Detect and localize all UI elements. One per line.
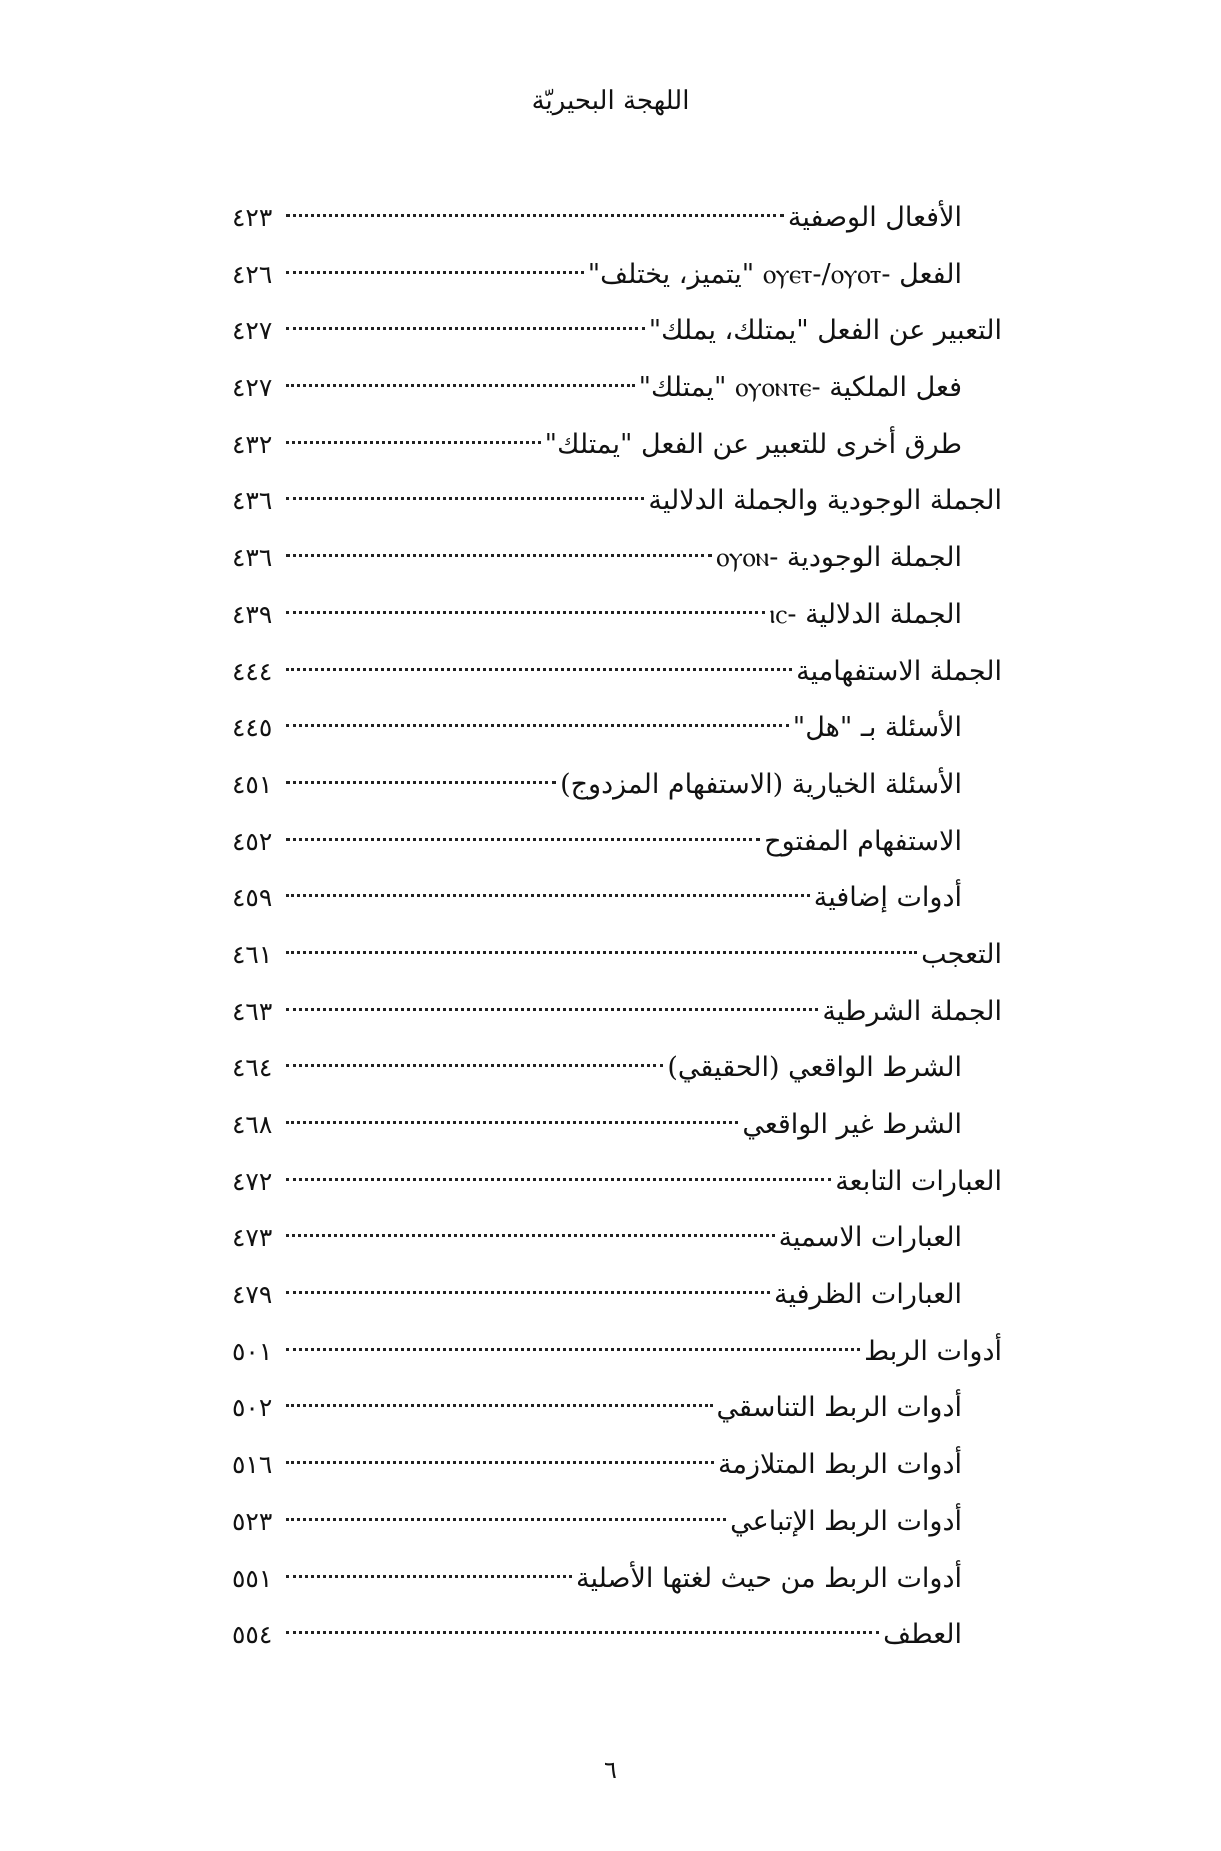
running-header: اللهجة البحيريّة [531,86,690,116]
toc-entry-page: ٥٠١ [232,1336,273,1366]
table-of-contents [232,190,1002,1664]
toc-entry [232,1607,1002,1664]
toc-entry-page: ٤٣٦ [232,486,273,516]
dot-leader [286,668,792,671]
toc-entry [232,360,1002,417]
dot-leader [286,1291,770,1294]
toc-entry-title: العبارات التابعة [835,1165,1002,1197]
toc-entry [232,247,1002,304]
toc-entry-page: ٥٢٣ [232,1506,273,1536]
toc-entry-page: ٤٢٦ [232,259,273,289]
toc-entry [232,1551,1002,1608]
toc-entry-title: العطف [883,1619,962,1651]
toc-entry-title: أدوات الربط المتلازمة [718,1449,962,1481]
toc-entry-page: ٤٦١ [232,939,273,969]
toc-entry [232,473,1002,530]
toc-entry-title: طرق أخرى للتعبير عن الفعل "يمتلك" [544,428,962,460]
toc-entry-title: العبارات الظرفية [774,1279,962,1311]
dot-leader [286,1064,663,1067]
dot-leader [286,724,789,727]
dot-leader [286,1575,572,1578]
toc-entry [232,644,1002,701]
toc-entry [232,927,1002,984]
toc-entry [232,870,1002,927]
dot-leader [286,1234,775,1237]
toc-entry-title: الجملة الوجودية -ⲟⲩⲟⲛ [715,542,962,574]
toc-entry-title: الجملة الدلالية -ⲓⲥ [769,598,962,630]
toc-entry-page: ٤٧٩ [232,1280,273,1310]
toc-entry-page: ٤٣٩ [232,599,273,629]
toc-entry-page: ٤٥١ [232,769,273,799]
toc-entry-page: ٤٧٣ [232,1223,273,1253]
dot-leader [286,781,556,784]
dot-leader [286,384,635,387]
toc-entry [232,190,1002,247]
dot-leader [286,611,765,614]
toc-entry [232,1097,1002,1154]
dot-leader [286,894,810,897]
toc-entry-title: فعل الملكية -ⲟⲩⲟⲛⲧⲉ "يمتلك" [638,372,962,404]
toc-entry [232,587,1002,644]
toc-entry [232,984,1002,1041]
toc-entry [232,417,1002,474]
dot-leader [286,497,644,500]
toc-entry-page: ٤٣٦ [232,543,273,573]
dot-leader [286,1121,738,1124]
toc-entry-title: الشرط الواقعي (الحقيقي) [667,1052,962,1084]
toc-entry [232,530,1002,587]
toc-entry [232,757,1002,814]
toc-entry-page: ٤٢٣ [232,203,273,232]
toc-entry-title: الجملة الاستفهامية [796,655,1002,687]
toc-entry-page: ٥٥٤ [232,1620,273,1650]
toc-entry-page: ٤٥٢ [232,826,273,856]
dot-leader [286,1404,713,1407]
page-number: ٦ [604,1756,617,1784]
toc-entry-page: ٤٦٨ [232,1110,273,1139]
toc-entry-page: ٥٥١ [232,1563,273,1593]
dot-leader [286,1178,831,1181]
dot-leader [286,214,784,217]
toc-entry-title: الاستفهام المفتوح [764,825,962,857]
toc-entry-title: الأسئلة بـ "هل" [792,712,962,744]
toc-entry-page: ٤٤٥ [232,713,273,743]
toc-entry-page: ٥١٦ [232,1450,273,1480]
dot-leader [286,1008,818,1011]
toc-entry-title: الأفعال الوصفية [787,202,962,233]
toc-entry-page: ٤٤٤ [232,656,273,686]
toc-entry [232,1267,1002,1324]
dot-leader [286,441,541,444]
dot-leader [286,1348,860,1351]
dot-leader [286,1518,726,1521]
toc-entry [232,1154,1002,1211]
toc-entry-page: ٤٧٢ [232,1166,273,1196]
toc-entry [232,700,1002,757]
toc-entry-page: ٤٥٩ [232,883,273,913]
toc-entry [232,1210,1002,1267]
toc-entry [232,1494,1002,1551]
dot-leader [286,1461,714,1464]
toc-entry [232,1324,1002,1381]
toc-entry-title: الفعل -ⲟⲩⲉⲧ-/ⲟⲩⲟⲧ "يتميز، يختلف" [587,258,962,290]
toc-entry-page: ٤٢٧ [232,316,273,346]
toc-entry-title: التعجب [921,938,1002,970]
dot-leader [286,838,760,841]
dot-leader [286,951,917,954]
toc-entry [232,1040,1002,1097]
toc-entry-title: الجملة الوجودية والجملة الدلالية [648,485,1002,517]
toc-entry [232,814,1002,871]
toc-entry-title: الشرط غير الواقعي [742,1109,962,1140]
toc-entry [232,303,1002,360]
toc-entry-page: ٤٦٤ [232,1053,273,1083]
toc-entry-page: ٤٢٧ [232,373,273,403]
toc-entry-title: أدوات الربط [864,1335,1002,1367]
toc-entry-title: الأسئلة الخيارية (الاستفهام المزدوج) [560,768,962,800]
toc-entry [232,1380,1002,1437]
toc-entry-title: أدوات إضافية [813,882,962,914]
dot-leader [286,554,712,557]
toc-entry-title: التعبير عن الفعل "يمتلك، يملك" [648,315,1002,347]
toc-entry-title: أدوات الربط من حيث لغتها الأصلية [576,1562,962,1594]
toc-entry-title: العبارات الاسمية [778,1222,962,1254]
dot-leader [286,271,584,274]
toc-entry-page: ٥٠٢ [232,1393,273,1423]
toc-entry-title: أدوات الربط التناسقي [716,1392,962,1424]
dot-leader [286,327,645,330]
toc-entry-title: أدوات الربط الإتباعي [730,1505,962,1537]
toc-entry-title: الجملة الشرطية [822,995,1002,1027]
toc-entry-page: ٤٣٢ [232,429,273,459]
toc-entry [232,1437,1002,1494]
dot-leader [286,1631,879,1634]
toc-entry-page: ٤٦٣ [232,996,273,1026]
